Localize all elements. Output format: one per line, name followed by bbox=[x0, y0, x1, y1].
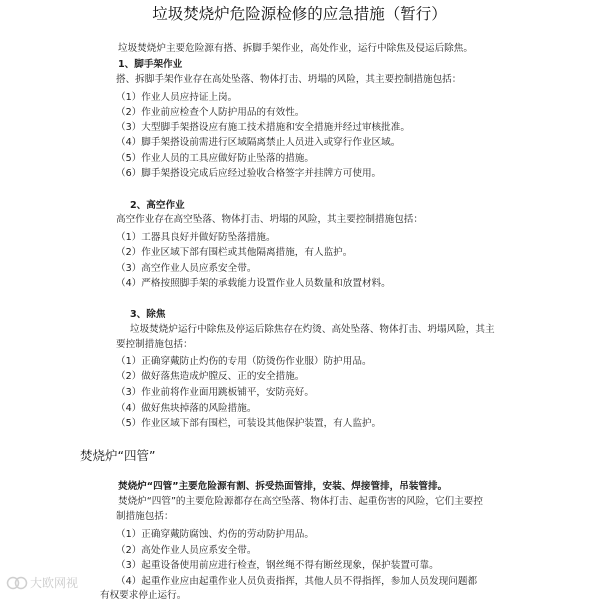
section-4-lead-line-2: 制措施包括： bbox=[116, 511, 174, 522]
list-item: （4）做好焦块掉落的风险措施。 bbox=[116, 403, 257, 414]
list-item: （1）工器具良好并做好防坠落措施。 bbox=[116, 232, 276, 243]
list-item: （1）正确穿戴防腐蚀、灼伤的劳动防护用品。 bbox=[116, 529, 314, 540]
list-item: （1）正确穿戴防止灼伤的专用（防烫伤作业服）防护用品。 bbox=[116, 356, 372, 367]
section-3-heading: 3、除焦 bbox=[130, 309, 166, 320]
watermark bbox=[6, 576, 78, 590]
list-item: （4）严格按照脚手架的承载能力设置作业人员数量和放置材料。 bbox=[116, 278, 391, 289]
list-item: （2）作业区域下部有围栏或其他隔离措施，有人监护。 bbox=[116, 247, 353, 258]
list-item: （2）作业前应检查个人防护用品的有效性。 bbox=[116, 107, 305, 118]
list-item: （4）起重作业应由起重作业人员负责指挥，其他人员不得指挥，参加人员发现问题都 bbox=[116, 576, 478, 587]
list-item: （1）作业人员应持证上岗。 bbox=[116, 92, 238, 103]
section-4-heading: 焚烧炉“四管” bbox=[80, 448, 156, 463]
section-2-lead: 高空作业存在高空坠落、物体打击、坍塌的风险，其主要控制措施包括： bbox=[116, 214, 423, 225]
section-4-lead-line-1: 焚烧炉“四管”的主要危险源都存在高空坠落、物体打击、起重伤害的风险，它们主要控 bbox=[118, 496, 483, 507]
document-title: 垃圾焚烧炉危险源检修的应急措施（暂行） bbox=[152, 5, 447, 23]
list-item: （6）脚手架搭设完成后应经过验收合格签字并挂牌方可使用。 bbox=[116, 168, 382, 179]
section-4-bold-line: 焚烧炉“四管”主要危险源有割、拆受热面管排，安装、焊接管排，吊装管排。 bbox=[118, 481, 448, 492]
list-item: （5）作业人员的工具应做好防止坠落的措施。 bbox=[116, 153, 314, 164]
section-1-heading: 1、脚手架作业 bbox=[118, 59, 183, 70]
intro-text: 垃圾焚烧炉主要危险源有搭、拆脚手架作业，高处作业，运行中除焦及侵运后除焦。 bbox=[118, 43, 473, 54]
watermark-text: 大欧网视 bbox=[30, 576, 79, 590]
section-3-lead-line-1: 垃圾焚烧炉运行中除焦及停运后除焦存在灼烫、高处坠落、物体打击、坍塌风险，其主 bbox=[130, 324, 495, 335]
list-item: 有权要求停止运行。 bbox=[100, 590, 187, 601]
list-item: （3）高空作业人员应系安全带。 bbox=[116, 263, 257, 274]
list-item: （4）脚手架搭设前需进行区域隔离禁止人员进入或穿行作业区域。 bbox=[116, 137, 401, 148]
list-item: （3）作业前将作业面用跳板铺平，安防亮好。 bbox=[116, 387, 314, 398]
list-item: （5）作业区域下部有围栏，可装设其他保护装置，有人监护。 bbox=[116, 418, 382, 429]
watermark-logo-icon bbox=[6, 576, 28, 590]
list-item: （2）做好落焦造成炉膛反、正的安全措施。 bbox=[116, 371, 305, 382]
list-item: （3）起重设备使用前应进行检查，钢丝绳不得有断丝现象，保护装置可靠。 bbox=[116, 560, 439, 571]
list-item: （3）大型脚手架搭设应有施工技术措施和安全措施并经过审核批准。 bbox=[116, 122, 410, 133]
list-item: （2）高处作业人员应系安全带。 bbox=[116, 545, 257, 556]
section-1-lead: 搭、拆脚手架作业存在高处坠落、物体打击、坍塌的风险，其主要控制措施包括： bbox=[116, 74, 462, 85]
section-2-heading: 2、高空作业 bbox=[130, 200, 185, 211]
section-3-lead-line-2: 要控制措施包括： bbox=[116, 339, 193, 350]
